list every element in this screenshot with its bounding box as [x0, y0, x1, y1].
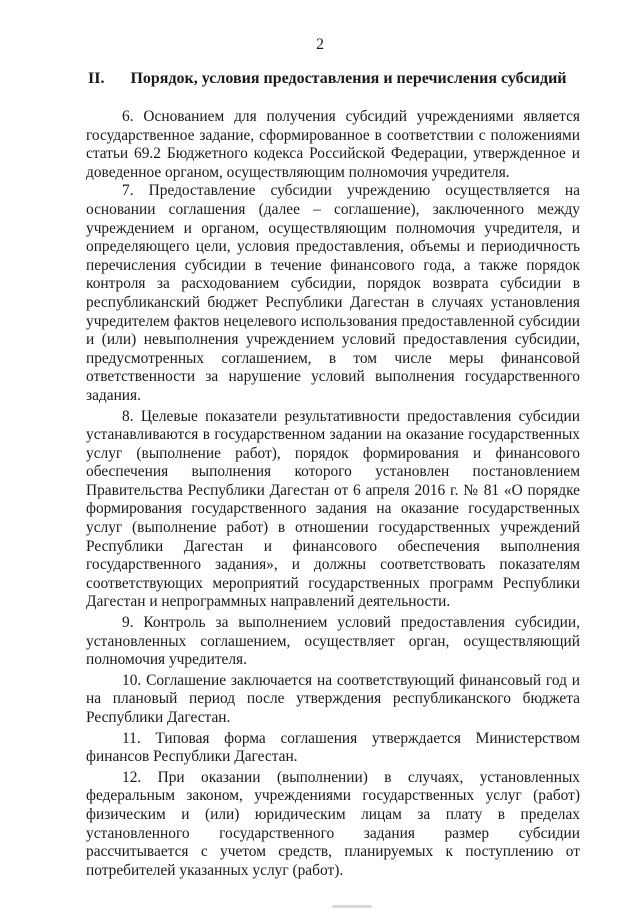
section-heading — [88, 70, 588, 88]
paragraph-11: 11. Типовая форма соглашения утверждается Министерством финансов Республики Дагестан. — [86, 729, 580, 766]
paragraph-6: 6. Основанием для получения субсидий учреждениями является государственное задание, сформированное в соответствии с положениями статьи 69.2 Бюджетного кодекса Российской Федерации, утвержденное и доведенное органом, осуществляющим полномочия учредителя. — [86, 108, 580, 181]
page-number: 2 — [316, 36, 324, 53]
paragraph-9: 9. Контроль за выполнением условий предоставления субсидии, установленных соглашением, осуществляет орган, осуществляющий полномочия учредителя. — [86, 614, 580, 669]
document-body — [86, 108, 580, 880]
paragraph-10: 10. Соглашение заключается на соответствующий финансовый год и на плановый период после утверждения республиканского бюджета Республики Дагестан. — [86, 671, 580, 726]
section-number: II. — [88, 70, 105, 87]
paragraph-12: 12. При оказании (выполнении) в случаях, установленных федеральным законом, учреждениями государственных услуг (работ) физическим и (или) юридическим лицам за плату в пределах установленного государственного задания размер субсидии рассчитывается с учетом средств, планируемых к поступлению от потребителей указанных услуг (работ). — [86, 768, 580, 879]
paragraph-8: 8. Целевые показатели результативности предоставления субсидии устанавливаются в государственном задании на оказание государственных услуг (выполнение работ), порядок формирования и финансового обеспечения выполнения которого установлен постановлением Правительства Республики Дагестан от 6 апреля 2016 г. № 81 «О порядке формирования государственного задания на оказание государственных услуг (выполнение работ) в отношении государственных учреждений Республики Дагестан и финансового обеспечения выполнения государственного задания», и должны соответствовать показателям соответствующих мероприятий государственных программ Республики Дагестан и непрограммных направлений деятельности. — [86, 407, 580, 611]
scan-artifact — [332, 905, 372, 908]
section-title: Порядок, условия предоставления и перечисления субсидий — [130, 70, 567, 87]
paragraph-7: 7. Предоставление субсидии учреждению осуществляется на основании соглашения (далее – соглашение), заключенного между учреждением и органом, осуществляющим полномочия учредителя, и определяющего цели, условия предоставления, объемы и периодичность перечисления субсидии в течение финансового года, а также порядок контроля за расходованием субсидии, порядок возврата субсидии в республиканский бюджет Республики Дагестан в случаях установления учредителем фактов нецелевого использования предоставленной субсидии и (или) невыполнения учреждением условий предоставления субсидии, предусмотренных соглашением, в том числе меры финансовой ответственности за нарушение условий выполнения государственного задания. — [86, 182, 580, 404]
